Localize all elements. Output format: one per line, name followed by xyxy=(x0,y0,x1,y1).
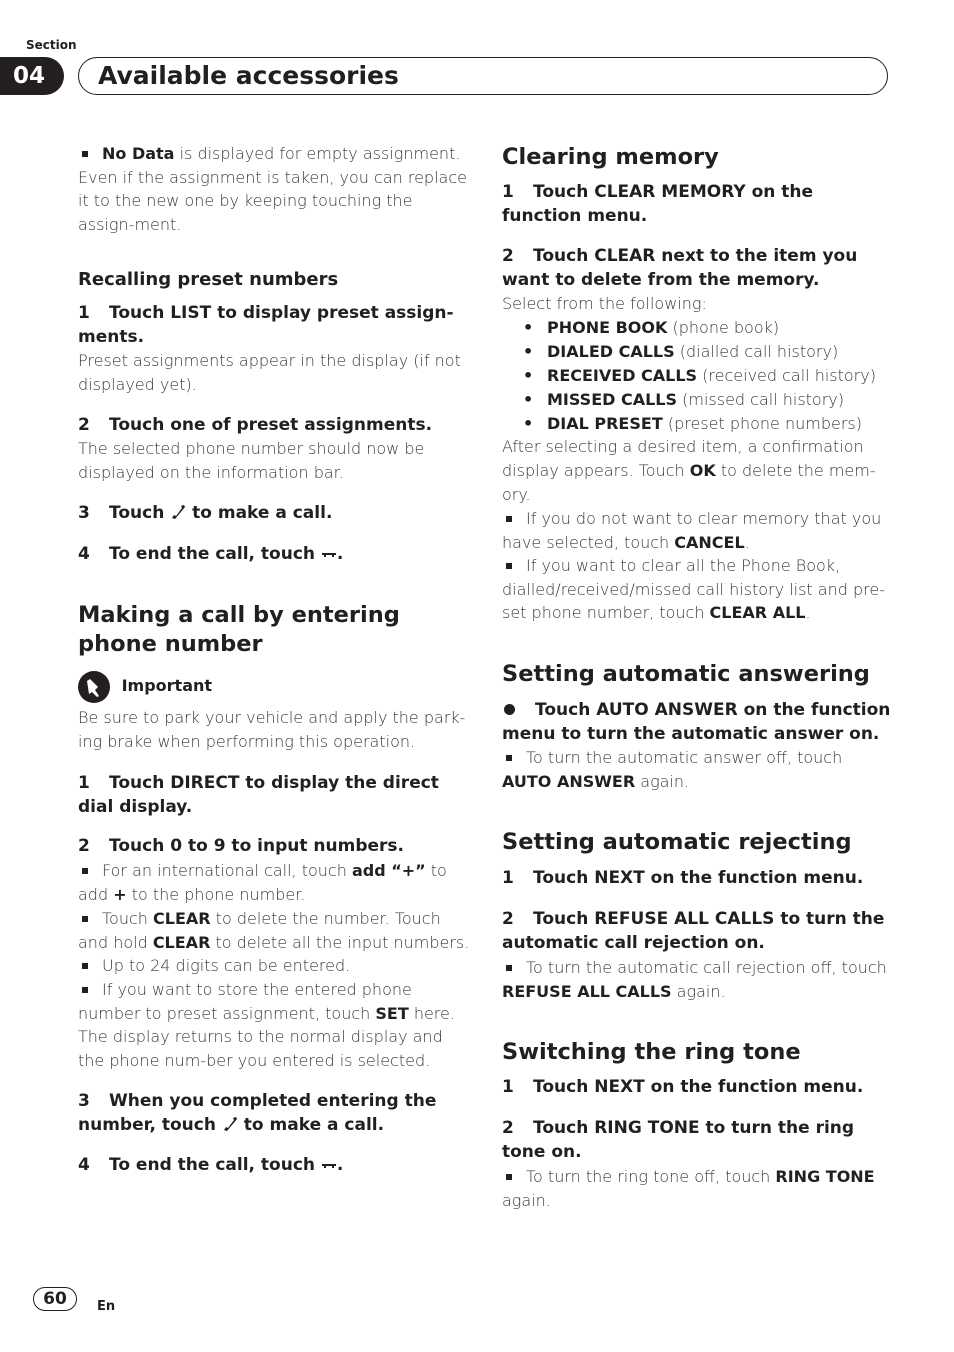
making-note-1: For an international call, touch add “+” to add + to the phone number. xyxy=(78,861,447,904)
clear-step-1: 1 Touch CLEAR MEMORY on the function menu. xyxy=(502,182,814,226)
end-call-icon xyxy=(321,544,337,568)
recall-step-4: 4 To end the call, touch . xyxy=(78,542,470,568)
square-bullet-icon xyxy=(82,987,88,993)
auto-answer-step: Touch AUTO ANSWER on the function menu to turn the automatic answer on. xyxy=(502,700,891,744)
clear-select-text: Select from the following: xyxy=(502,294,707,313)
ring-step-1: 1 Touch NEXT on the function menu. xyxy=(502,1077,864,1097)
making-step-1: 1 Touch DIRECT to display the direct dial display. xyxy=(78,773,439,817)
square-bullet-icon xyxy=(506,1174,512,1180)
clear-note-2: If you want to clear all the Phone Book, dialled/received/missed call history list and pre-set phone number, touch CLEAR ALL. xyxy=(502,556,885,623)
making-step-2: 2 Touch 0 to 9 to input numbers. xyxy=(78,836,404,856)
end-call-icon xyxy=(321,1155,337,1179)
square-bullet-icon xyxy=(82,151,88,157)
square-bullet-icon xyxy=(506,516,512,522)
recall-step-3: 3 Touch to make a call. xyxy=(78,501,470,527)
list-item: • DIALED CALLS (dialled call history) xyxy=(502,340,894,364)
ring-step-2: 2 Touch RING TONE to turn the ring tone on. xyxy=(502,1118,855,1162)
square-bullet-icon xyxy=(82,868,88,874)
clear-note-1: If you do not want to clear memory that you have selected, touch CANCEL. xyxy=(502,509,882,552)
list-item: • RECEIVED CALLS (received call history) xyxy=(502,364,894,388)
round-bullet-icon xyxy=(504,704,515,715)
important-label-row: Important xyxy=(78,669,470,703)
reject-step-1: 1 Touch NEXT on the function menu. xyxy=(502,868,864,888)
important-icon xyxy=(78,671,110,703)
making-note-3: Up to 24 digits can be entered. xyxy=(78,954,470,978)
recall-step-1: 1 Touch LIST to display preset assign-ments. xyxy=(78,303,454,347)
auto-reject-heading: Setting automatic rejecting xyxy=(502,829,852,855)
making-note-2: Touch CLEAR to delete the number. Touch and hold CLEAR to delete all the input numbers. xyxy=(78,909,470,952)
section-number-badge: 04 xyxy=(0,57,64,95)
recall-step-2: 2 Touch one of preset assignments. xyxy=(78,415,433,435)
square-bullet-icon xyxy=(506,755,512,761)
recall-heading: Recalling preset numbers xyxy=(78,269,339,290)
ring-tone-heading: Switching the ring tone xyxy=(502,1039,801,1065)
square-bullet-icon xyxy=(506,965,512,971)
making-step-3: 3 When you completed entering the number, touch to make a call. xyxy=(78,1089,470,1139)
square-bullet-icon xyxy=(82,916,88,922)
auto-answer-heading: Setting automatic answering xyxy=(502,661,870,687)
clear-items-list xyxy=(502,316,894,436)
list-item: • DIAL PRESET (preset phone numbers) xyxy=(502,412,894,436)
page-title: Available accessories xyxy=(78,57,888,95)
list-item: • PHONE BOOK (phone book) xyxy=(502,316,894,340)
recall-step-1-body: Preset assignments appear in the display (if not displayed yet). xyxy=(78,351,461,394)
important-text: Be sure to park your vehicle and apply the park-ing brake when performing this operation. xyxy=(78,708,466,751)
square-bullet-icon xyxy=(506,563,512,569)
auto-answer-note: To turn the automatic answer off, touch AUTO ANSWER again. xyxy=(502,748,843,791)
making-note-4: If you want to store the entered phone number to preset assignment, touch SET here. The display returns to the normal display and the phone num-ber you entered is selected. xyxy=(78,980,455,1071)
reject-note: To turn the automatic call rejection off, touch REFUSE ALL CALLS again. xyxy=(502,958,887,1001)
square-bullet-icon xyxy=(82,963,88,969)
note-no-data: No Data is displayed for empty assignment. Even if the assignment is taken, you can replace it to the new one by keeping touching the assign-ment. xyxy=(78,144,467,235)
language-label: En xyxy=(97,1299,116,1314)
reject-step-2: 2 Touch REFUSE ALL CALLS to turn the automatic call rejection on. xyxy=(502,909,885,953)
list-item: • MISSED CALLS (missed call history) xyxy=(502,388,894,412)
page-number: 60 xyxy=(33,1287,77,1311)
making-call-heading: Making a call by entering phone number xyxy=(78,602,400,657)
clear-after-text: After selecting a desired item, a confirmation display appears. Touch OK to delete the mem-ory. xyxy=(502,437,876,504)
making-step-4: 4 To end the call, touch . xyxy=(78,1153,470,1179)
clearing-memory-heading: Clearing memory xyxy=(502,144,719,170)
call-handset-icon xyxy=(222,1115,238,1139)
section-label: Section xyxy=(26,38,77,52)
ring-note: To turn the ring tone off, touch RING TONE again. xyxy=(502,1167,875,1210)
call-handset-icon xyxy=(170,503,186,527)
recall-step-2-body: The selected phone number should now be displayed on the information bar. xyxy=(78,439,425,482)
clear-step-2: 2 Touch CLEAR next to the item you want to delete from the memory. xyxy=(502,246,858,290)
